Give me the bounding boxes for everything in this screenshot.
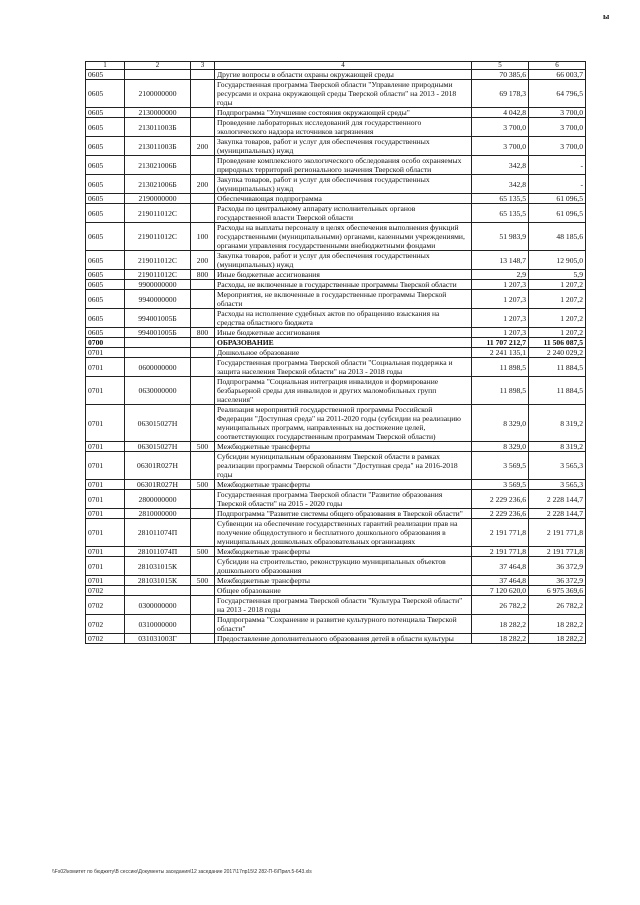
- item-name-cell: Межбюджетные трансферты: [215, 547, 472, 557]
- target-article-cell: 06301R027Н: [125, 480, 191, 490]
- target-article-cell: [125, 586, 191, 596]
- footer-file-path: \\Fs02\комитет по бюджету\В сессию\Документы заседания\12 заседание 2017\17пр15\2 282-П-6\Прил.5-643.xls: [52, 869, 312, 875]
- item-name-cell: Межбюджетные трансферты: [215, 442, 472, 452]
- expense-type-cell: [191, 358, 215, 377]
- target-article-cell: 9900000000: [125, 280, 191, 290]
- expense-type-cell: 500: [191, 442, 215, 452]
- target-article-cell: 2810000000: [125, 509, 191, 519]
- table-row: [86, 223, 586, 251]
- table-row: [86, 309, 586, 328]
- item-name-cell: Субвенции на обеспечение государственных гарантий реализации прав на получение общедоступного и бесплатного дошкольного образования в муниципальных дошкольных образовательных организациях: [215, 519, 472, 547]
- amount-executed-cell: 12 905,0: [529, 251, 586, 270]
- item-name-cell: Подпрограмма "Улучшение состояния окружающей среды": [215, 108, 472, 118]
- target-article-cell: 2800000000: [125, 490, 191, 509]
- amount-planned-cell: 69 178,3: [472, 80, 529, 108]
- amount-executed-cell: 66 003,7: [529, 70, 586, 80]
- amount-executed-cell: 1 207,2: [529, 328, 586, 338]
- table-row: [86, 270, 586, 280]
- item-name-cell: Проведение лабораторных исследований для государственного экологического надзора источников загрязнения: [215, 118, 472, 137]
- table-row: [86, 596, 586, 615]
- amount-planned-cell: 8 329,0: [472, 442, 529, 452]
- target-article-cell: 0630000000: [125, 377, 191, 405]
- amount-planned-cell: 70 385,6: [472, 70, 529, 80]
- amount-executed-cell: -: [529, 156, 586, 175]
- amount-executed-cell: 3 565,3: [529, 452, 586, 480]
- item-name-cell: Расходы на выплаты персоналу в целях обеспечения выполнения функций государственными (муниципальными) органами, казенными учреждениями, органами управления государственными внебюджетными фондами: [215, 223, 472, 251]
- target-article-cell: 0310000000: [125, 615, 191, 634]
- target-article-cell: 0600000000: [125, 358, 191, 377]
- section-code-cell: 0605: [86, 223, 125, 251]
- budget-table: [85, 61, 586, 644]
- expense-type-cell: [191, 70, 215, 80]
- section-code-cell: 0605: [86, 156, 125, 175]
- amount-planned-cell: 65 135,5: [472, 204, 529, 223]
- table-row: [86, 405, 586, 442]
- item-name-cell: Реализация мероприятий государственной программы Российской Федерации "Доступная среда" на 2011-2020 годы (субсидии на реализацию муниципальных программ, направленных на достижение целей, соответствующих государственным программам Тверской области): [215, 405, 472, 442]
- amount-executed-cell: 1 207,2: [529, 280, 586, 290]
- expense-type-cell: [191, 519, 215, 547]
- target-article-cell: 9940000000: [125, 290, 191, 309]
- target-article-cell: 2130000000: [125, 108, 191, 118]
- table-row: [86, 108, 586, 118]
- amount-planned-cell: 1 207,3: [472, 280, 529, 290]
- amount-executed-cell: 18 282,2: [529, 634, 586, 644]
- expense-type-cell: [191, 194, 215, 204]
- section-code-cell: 0605: [86, 80, 125, 108]
- target-article-cell: 2100000000: [125, 80, 191, 108]
- target-article-cell: 213011003Б: [125, 118, 191, 137]
- amount-executed-cell: 5,9: [529, 270, 586, 280]
- amount-executed-cell: 3 700,0: [529, 137, 586, 156]
- item-name-cell: Подпрограмма "Сохранение и развитие культурного потенциала Тверской области": [215, 615, 472, 634]
- section-code-cell: 0605: [86, 251, 125, 270]
- amount-executed-cell: 18 282,2: [529, 615, 586, 634]
- header-cell: 4: [215, 62, 472, 70]
- expense-type-cell: [191, 586, 215, 596]
- target-article-cell: 063015027Н: [125, 405, 191, 442]
- amount-executed-cell: 2 240 029,2: [529, 348, 586, 358]
- page-number: ы: [603, 12, 610, 21]
- target-article-cell: 031031003Г: [125, 634, 191, 644]
- section-code-cell: 0702: [86, 634, 125, 644]
- amount-planned-cell: 51 983,9: [472, 223, 529, 251]
- section-code-cell: 0605: [86, 290, 125, 309]
- expense-type-cell: [191, 156, 215, 175]
- amount-planned-cell: 2 191 771,8: [472, 519, 529, 547]
- section-code-cell: 0701: [86, 358, 125, 377]
- amount-executed-cell: 1 207,2: [529, 309, 586, 328]
- item-name-cell: Межбюджетные трансферты: [215, 576, 472, 586]
- expense-type-cell: [191, 118, 215, 137]
- item-name-cell: Субсидии на строительство, реконструкцию муниципальных объектов дошкольного образования: [215, 557, 472, 576]
- item-name-cell: Закупка товаров, работ и услуг для обеспечения государственных (муниципальных) нужд: [215, 175, 472, 194]
- section-code-cell: 0605: [86, 328, 125, 338]
- item-name-cell: Другие вопросы в области охраны окружающей среды: [215, 70, 472, 80]
- item-name-cell: Общее образование: [215, 586, 472, 596]
- amount-executed-cell: 8 319,2: [529, 405, 586, 442]
- expense-type-cell: 100: [191, 223, 215, 251]
- amount-executed-cell: -: [529, 175, 586, 194]
- amount-executed-cell: 3 700,0: [529, 118, 586, 137]
- amount-planned-cell: 11 898,5: [472, 377, 529, 405]
- table-row: [86, 480, 586, 490]
- item-name-cell: Иные бюджетные ассигнования: [215, 328, 472, 338]
- section-code-cell: 0702: [86, 596, 125, 615]
- expense-type-cell: [191, 108, 215, 118]
- section-code-cell: 0702: [86, 615, 125, 634]
- expense-type-cell: 200: [191, 175, 215, 194]
- item-name-cell: Дошкольное образование: [215, 348, 472, 358]
- section-code-cell: 0605: [86, 270, 125, 280]
- item-name-cell: Обеспечивающая подпрограмма: [215, 194, 472, 204]
- header-cell: 1: [86, 62, 125, 70]
- section-code-cell: 0700: [86, 338, 125, 348]
- amount-planned-cell: 18 282,2: [472, 634, 529, 644]
- item-name-cell: Государственная программа Тверской области "Развитие образования Тверской области" на 2015 - 2020 годы: [215, 490, 472, 509]
- section-code-cell: 0605: [86, 309, 125, 328]
- amount-planned-cell: 11 898,5: [472, 358, 529, 377]
- target-article-cell: 219011012С: [125, 204, 191, 223]
- item-name-cell: Иные бюджетные ассигнования: [215, 270, 472, 280]
- item-name-cell: Проведение комплексного экологического обследования особо охраняемых природных территорий регионального значения Тверской области: [215, 156, 472, 175]
- item-name-cell: Субсидии муниципальным образованиям Тверской области в рамках реализации программы Тверской области "Доступная среда" на 2016-2018 годы: [215, 452, 472, 480]
- target-article-cell: 2190000000: [125, 194, 191, 204]
- expense-type-cell: [191, 204, 215, 223]
- item-name-cell: Закупка товаров, работ и услуг для обеспечения государственных (муниципальных) нужд: [215, 251, 472, 270]
- table-row: [86, 547, 586, 557]
- expense-type-cell: [191, 615, 215, 634]
- table-row: [86, 204, 586, 223]
- amount-planned-cell: 1 207,3: [472, 290, 529, 309]
- amount-planned-cell: 11 707 212,7: [472, 338, 529, 348]
- table-row: [86, 328, 586, 338]
- table-row: [86, 615, 586, 634]
- item-name-cell: Подпрограмма "Социальная интеграция инвалидов и формирование безбарьерной среды для инвалидов и других маломобильных групп населения": [215, 377, 472, 405]
- expense-type-cell: [191, 596, 215, 615]
- table-row: [86, 118, 586, 137]
- expense-type-cell: 800: [191, 328, 215, 338]
- header-cell: 3: [191, 62, 215, 70]
- expense-type-cell: [191, 509, 215, 519]
- amount-planned-cell: 3 700,0: [472, 118, 529, 137]
- amount-executed-cell: 2 228 144,7: [529, 509, 586, 519]
- amount-executed-cell: 11 884,5: [529, 358, 586, 377]
- item-name-cell: Государственная программа Тверской области "Культура Тверской области" на 2013 - 2018 годы: [215, 596, 472, 615]
- section-code-cell: 0605: [86, 194, 125, 204]
- target-article-cell: 0300000000: [125, 596, 191, 615]
- amount-planned-cell: 2 191 771,8: [472, 547, 529, 557]
- amount-planned-cell: 4 042,8: [472, 108, 529, 118]
- target-article-cell: 281011074П: [125, 547, 191, 557]
- expense-type-cell: [191, 377, 215, 405]
- amount-planned-cell: 1 207,3: [472, 309, 529, 328]
- expense-type-cell: [191, 634, 215, 644]
- table-row: [86, 377, 586, 405]
- amount-planned-cell: 65 135,5: [472, 194, 529, 204]
- amount-executed-cell: 11 884,5: [529, 377, 586, 405]
- amount-executed-cell: 48 185,6: [529, 223, 586, 251]
- amount-executed-cell: 36 372,9: [529, 557, 586, 576]
- amount-executed-cell: 3 565,3: [529, 480, 586, 490]
- expense-type-cell: [191, 309, 215, 328]
- item-name-cell: Предоставление дополнительного образования детей в области культуры: [215, 634, 472, 644]
- target-article-cell: 994001005Б: [125, 309, 191, 328]
- amount-executed-cell: 61 096,5: [529, 194, 586, 204]
- item-name-cell: Расходы на исполнение судебных актов по обращению взыскания на средства областного бюджета: [215, 309, 472, 328]
- amount-planned-cell: 342,8: [472, 175, 529, 194]
- expense-type-cell: [191, 452, 215, 480]
- amount-planned-cell: 2,9: [472, 270, 529, 280]
- table-row: [86, 576, 586, 586]
- table-body: [86, 62, 586, 644]
- header-cell: 5: [472, 62, 529, 70]
- target-article-cell: [125, 70, 191, 80]
- item-name-cell: Государственная программа Тверской области "Управление природными ресурсами и охрана окружающей среды Тверской области" на 2013 - 2018 годы: [215, 80, 472, 108]
- target-article-cell: 213011003Б: [125, 137, 191, 156]
- amount-planned-cell: 342,8: [472, 156, 529, 175]
- section-code-cell: 0701: [86, 576, 125, 586]
- target-article-cell: [125, 338, 191, 348]
- amount-planned-cell: 26 782,2: [472, 596, 529, 615]
- section-code-cell: 0701: [86, 509, 125, 519]
- table-row: [86, 70, 586, 80]
- section-code-cell: 0701: [86, 490, 125, 509]
- amount-executed-cell: 64 796,5: [529, 80, 586, 108]
- target-article-cell: 063015027Н: [125, 442, 191, 452]
- table-row: [86, 251, 586, 270]
- table-row: [86, 509, 586, 519]
- amount-planned-cell: 1 207,3: [472, 328, 529, 338]
- section-code-cell: 0701: [86, 405, 125, 442]
- table-row: [86, 194, 586, 204]
- amount-planned-cell: 37 464,8: [472, 576, 529, 586]
- section-code-cell: 0605: [86, 70, 125, 80]
- table-row: [86, 557, 586, 576]
- amount-planned-cell: 13 148,7: [472, 251, 529, 270]
- expense-type-cell: [191, 490, 215, 509]
- section-code-cell: 0701: [86, 519, 125, 547]
- target-article-cell: 281031015К: [125, 557, 191, 576]
- expense-type-cell: 200: [191, 251, 215, 270]
- amount-executed-cell: 8 319,2: [529, 442, 586, 452]
- amount-executed-cell: 2 191 771,8: [529, 547, 586, 557]
- expense-type-cell: 500: [191, 576, 215, 586]
- amount-planned-cell: 18 282,2: [472, 615, 529, 634]
- amount-planned-cell: 3 569,5: [472, 480, 529, 490]
- target-article-cell: [125, 348, 191, 358]
- expense-type-cell: [191, 280, 215, 290]
- table-row: [86, 338, 586, 348]
- amount-executed-cell: 2 191 771,8: [529, 519, 586, 547]
- section-code-cell: 0701: [86, 480, 125, 490]
- header-row: [86, 62, 586, 70]
- table-row: [86, 452, 586, 480]
- section-code-cell: 0701: [86, 348, 125, 358]
- table-row: [86, 442, 586, 452]
- target-article-cell: 219011012С: [125, 251, 191, 270]
- amount-planned-cell: 8 329,0: [472, 405, 529, 442]
- section-code-cell: 0605: [86, 108, 125, 118]
- item-name-cell: Межбюджетные трансферты: [215, 480, 472, 490]
- section-code-cell: 0701: [86, 442, 125, 452]
- expense-type-cell: [191, 80, 215, 108]
- table-row: [86, 175, 586, 194]
- expense-type-cell: 200: [191, 137, 215, 156]
- target-article-cell: 281031015К: [125, 576, 191, 586]
- amount-executed-cell: 11 506 087,5: [529, 338, 586, 348]
- table-row: [86, 586, 586, 596]
- target-article-cell: 06301R027Н: [125, 452, 191, 480]
- section-code-cell: 0701: [86, 557, 125, 576]
- expense-type-cell: 500: [191, 547, 215, 557]
- header-cell: 2: [125, 62, 191, 70]
- amount-planned-cell: 2 229 236,6: [472, 509, 529, 519]
- amount-executed-cell: 6 975 369,6: [529, 586, 586, 596]
- item-name-cell: ОБРАЗОВАНИЕ: [215, 338, 472, 348]
- item-name-cell: Расходы, не включенные в государственные программы Тверской области: [215, 280, 472, 290]
- amount-executed-cell: 61 096,5: [529, 204, 586, 223]
- table-row: [86, 280, 586, 290]
- target-article-cell: 213021006Б: [125, 175, 191, 194]
- table-row: [86, 80, 586, 108]
- item-name-cell: Закупка товаров, работ и услуг для обеспечения государственных (муниципальных) нужд: [215, 137, 472, 156]
- section-code-cell: 0701: [86, 377, 125, 405]
- table-row: [86, 290, 586, 309]
- amount-executed-cell: 3 700,0: [529, 108, 586, 118]
- header-cell: 6: [529, 62, 586, 70]
- expense-type-cell: [191, 338, 215, 348]
- amount-executed-cell: 36 372,9: [529, 576, 586, 586]
- expense-type-cell: 500: [191, 480, 215, 490]
- amount-executed-cell: 1 207,2: [529, 290, 586, 309]
- expense-type-cell: [191, 290, 215, 309]
- section-code-cell: 0701: [86, 452, 125, 480]
- item-name-cell: Государственная программа Тверской области "Социальная поддержка и защита населения Тверской области" на 2013 - 2018 годы: [215, 358, 472, 377]
- table-row: [86, 490, 586, 509]
- target-article-cell: 213021006Б: [125, 156, 191, 175]
- section-code-cell: 0605: [86, 118, 125, 137]
- table-row: [86, 137, 586, 156]
- section-code-cell: 0701: [86, 547, 125, 557]
- table-row: [86, 519, 586, 547]
- amount-planned-cell: 37 464,8: [472, 557, 529, 576]
- expense-type-cell: [191, 348, 215, 358]
- amount-planned-cell: 3 700,0: [472, 137, 529, 156]
- amount-executed-cell: 26 782,2: [529, 596, 586, 615]
- amount-planned-cell: 2 229 236,6: [472, 490, 529, 509]
- section-code-cell: 0605: [86, 204, 125, 223]
- amount-executed-cell: 2 228 144,7: [529, 490, 586, 509]
- section-code-cell: 0605: [86, 137, 125, 156]
- expense-type-cell: 800: [191, 270, 215, 280]
- section-code-cell: 0702: [86, 586, 125, 596]
- item-name-cell: Расходы по центральному аппарату исполнительных органов государственной власти Тверской области: [215, 204, 472, 223]
- section-code-cell: 0605: [86, 175, 125, 194]
- table-row: [86, 634, 586, 644]
- amount-planned-cell: 3 569,5: [472, 452, 529, 480]
- target-article-cell: 219011012С: [125, 223, 191, 251]
- expense-type-cell: [191, 405, 215, 442]
- target-article-cell: 219011012С: [125, 270, 191, 280]
- amount-planned-cell: 7 120 620,0: [472, 586, 529, 596]
- table-row: [86, 348, 586, 358]
- item-name-cell: Подпрограмма "Развитие системы общего образования в Тверской области": [215, 509, 472, 519]
- table-row: [86, 358, 586, 377]
- expense-type-cell: [191, 557, 215, 576]
- target-article-cell: 281011074П: [125, 519, 191, 547]
- table-row: [86, 156, 586, 175]
- section-code-cell: 0605: [86, 280, 125, 290]
- item-name-cell: Мероприятия, не включенные в государственные программы Тверской области: [215, 290, 472, 309]
- amount-planned-cell: 2 241 135,1: [472, 348, 529, 358]
- target-article-cell: 994001005Б: [125, 328, 191, 338]
